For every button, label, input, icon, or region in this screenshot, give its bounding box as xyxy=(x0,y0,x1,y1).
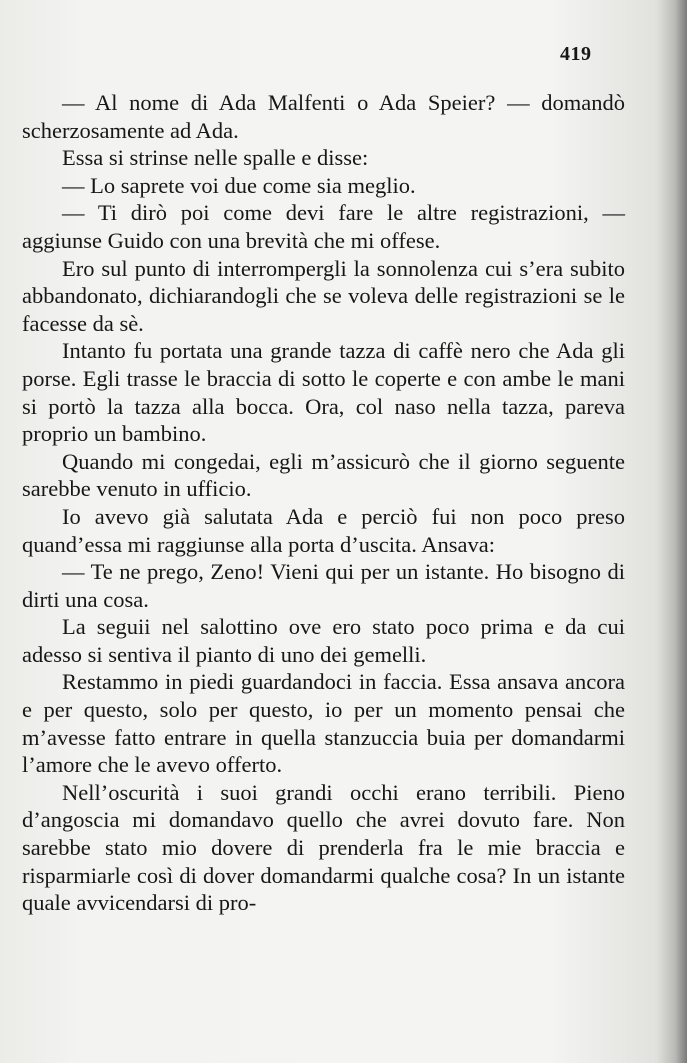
paragraph: Io avevo già salutata Ada e perciò fui non poco preso quand’essa mi raggiunse alla porta d’uscita. Ansava: xyxy=(22,503,625,557)
paragraph: — Te ne prego, Zeno! Vieni qui per un istante. Ho bisogno di dirti una cosa. xyxy=(22,559,625,612)
paragraph: La seguii nel salottino ove ero stato poco prima e da cui adesso si sentiva il pianto di uno dei gemelli. xyxy=(22,614,625,667)
body-text xyxy=(22,89,625,917)
paragraph: — Ti dirò poi come devi fare le altre registrazioni, — aggiunse Guido con una brevità che mi offese. xyxy=(22,200,625,253)
paragraph: Restammo in piedi guardandoci in faccia. Essa ansava ancora e per questo, solo per questo, io per un momento pensai che m’avesse fatto entrare in quella stanzuccia buia per domandarmi l’amore che le avevo offerto. xyxy=(22,669,625,778)
paragraph: Intanto fu portata una grande tazza di caffè nero che Ada gli porse. Egli trasse le braccia di sotto le coperte e con ambe le mani si portò la tazza alla bocca. Ora, col naso nella tazza, pareva proprio un bambino. xyxy=(22,338,625,447)
paragraph: — Al nome di Ada Malfenti o Ada Speier? — domandò scherzosamente ad Ada. xyxy=(22,90,625,143)
paragraph: Essa si strinse nelle spalle e disse: xyxy=(62,145,369,171)
paragraph: Nell’oscurità i suoi grandi occhi erano terribili. Pieno d’angoscia mi domandavo quello che avrei dovuto fare. Non sarebbe stato mio dovere di prenderla fra le mie braccia e risparmiarle così di dover domandarmi qualche cosa? In un istante quale avvicendarsi di pro- xyxy=(22,779,625,916)
paragraph: Quando mi congedai, egli m’assicurò che il giorno seguente sarebbe venuto in ufficio. xyxy=(22,448,625,502)
paragraph: — Lo saprete voi due come sia meglio. xyxy=(62,172,416,198)
paragraph: Ero sul punto di interrompergli la sonnolenza cui s’era subito abbandonato, dichiarandogli che se voleva delle registrazioni se le facesse da sè. xyxy=(22,255,625,336)
page-number: 419 xyxy=(560,43,592,65)
page-gutter-shadow xyxy=(657,0,687,1063)
